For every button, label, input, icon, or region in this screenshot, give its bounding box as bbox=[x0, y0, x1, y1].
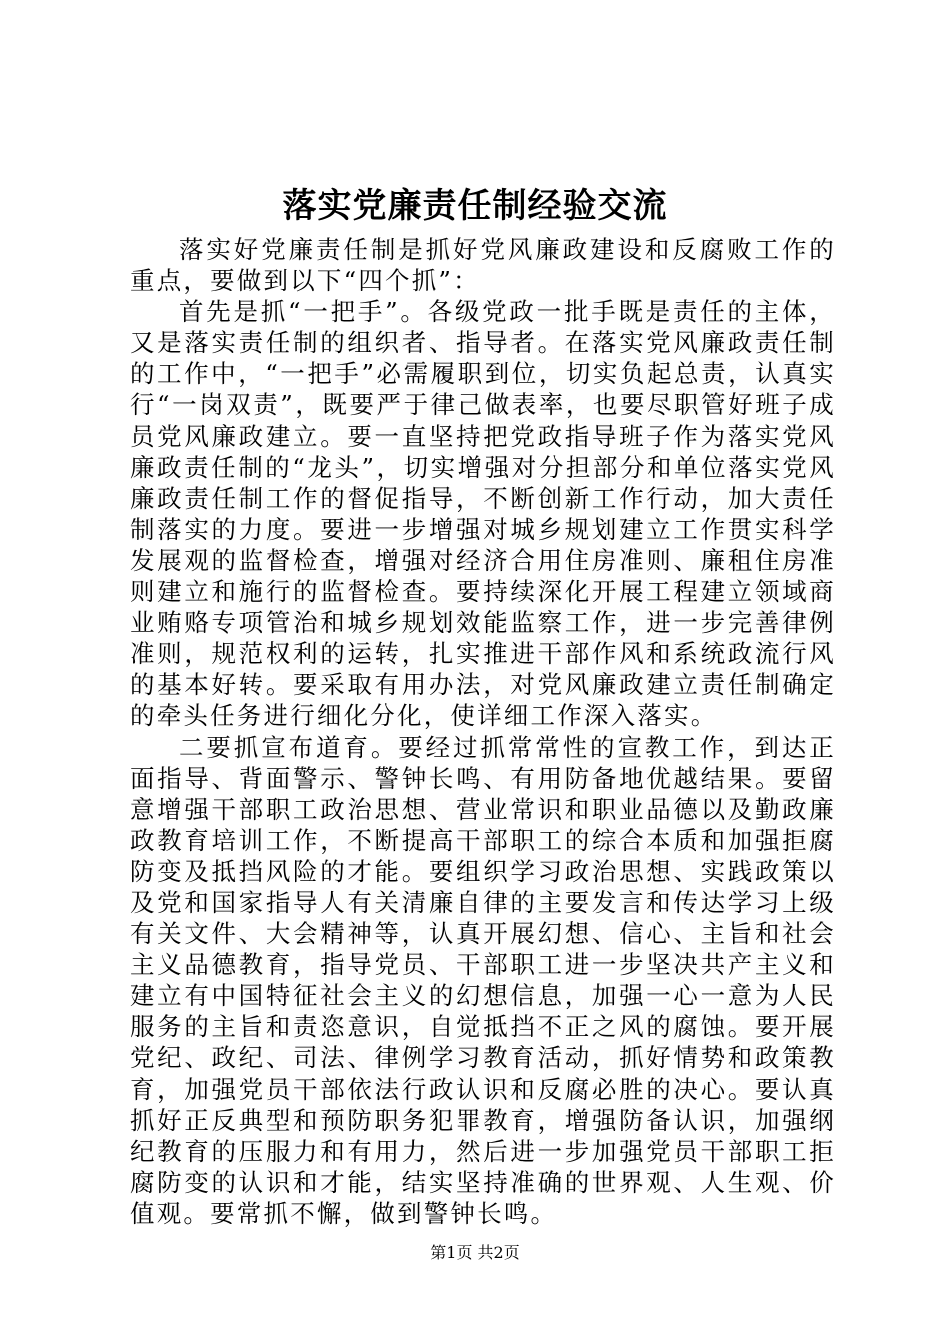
document-title: 落实党廉责任制经验交流 bbox=[282, 186, 668, 226]
page-number-footer: 第1页 共2页 bbox=[430, 1243, 520, 1262]
paragraph-intro: 落实好党廉责任制是抓好党风廉政建设和反腐败工作的重点，要做到以下“四个抓”： bbox=[130, 235, 836, 296]
paragraph-second-point: 二要抓宣布道育。要经过抓常常性的宣教工作，到达正面指导、背面警示、警钟长鸣、有用防备地优越结果。要留意增强干部职工政治思想、营业常识和职业品德以及勤政廉政教育培训工作，不断提高干部职工的综合本质和加强拒腐防变及抵挡风险的才能。要组织学习政治思想、实践政策以及党和国家指导人有关清廉自律的主要发言和传达学习上级有关文件、大会精神等，认真开展幻想、信心、主旨和社会主义品德教育，指导党员、干部职工进一步坚决共产主义和建立有中国特征社会主义的幻想信息，加强一心一意为人民服务的主旨和责恣意识，自觉抵挡不正之风的腐蚀。要开展党纪、政纪、司法、律例学习教育活动，抓好情势和政策教育，加强党员干部依法行政认识和反腐必胜的决心。要认真抓好正反典型和预防职务犯罪教育，增强防备认识，加强纲纪教育的压服力和有用力，然后进一步加强党员干部职工拒腐防变的认识和才能，结实坚持准确的世界观、人生观、价值观。要常抓不懈，做到警钟长鸣。 bbox=[130, 732, 836, 1228]
paragraph-first-point: 首先是抓“一把手”。各级党政一批手既是责任的主体，又是落实责任制的组织者、指导者。在落实党风廉政责任制的工作中，“一把手”必需履职到位，切实负起总责，认真实行“一岗双责”，既要严于律己做表率，也要尽职管好班子成员党风廉政建立。要一直坚持把党政指导班子作为落实党风廉政责任制的“龙头”，切实增强对分担部分和单位落实党风廉政责任制工作的督促指导，不断创新工作行动，加大责任制落实的力度。要进一步增强对城乡规划建立工作贯实科学发展观的监督检查，增强对经济合用住房准则、廉租住房准则建立和施行的监督检查。要持续深化开展工程建立领域商业贿赂专项管治和城乡规划效能监察工作，进一步完善律例准则，规范权利的运转，扎实推进干部作风和系统政流行风的基本好转。要采取有用办法，对党风廉政建立责任制确定的牵头任务进行细化分化，使详细工作深入落实。 bbox=[130, 297, 836, 731]
document-body bbox=[130, 234, 836, 1229]
